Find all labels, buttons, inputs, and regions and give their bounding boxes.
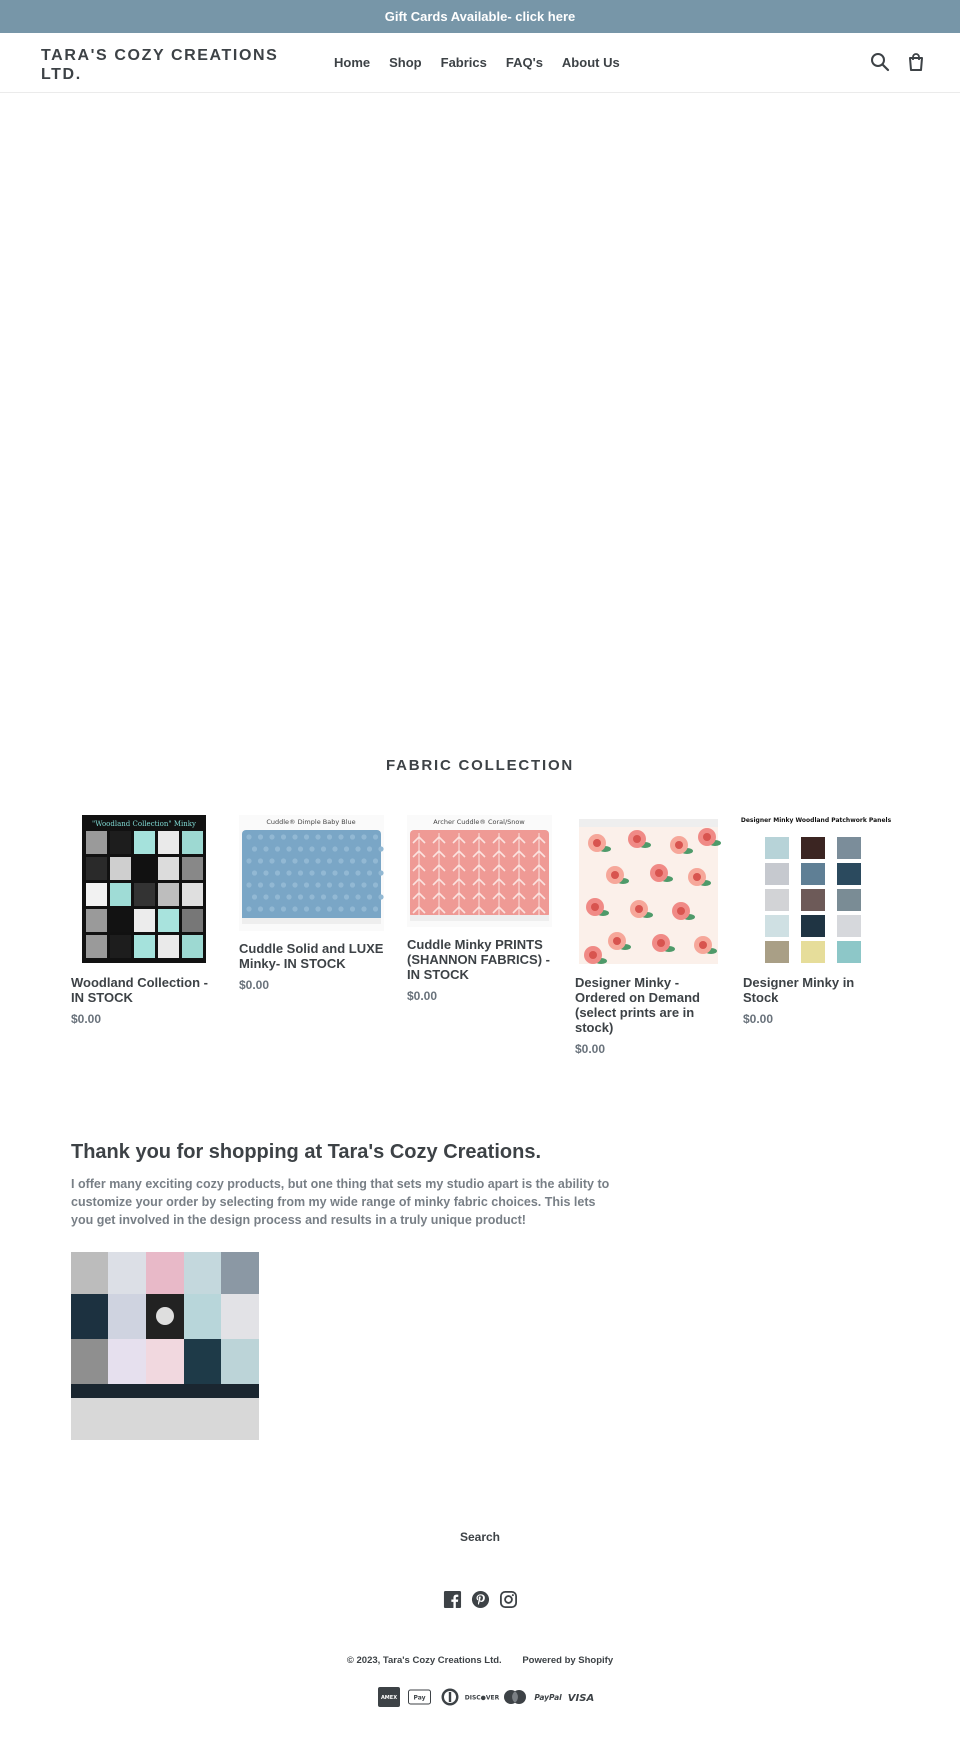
- dimple-dot: [298, 870, 303, 875]
- product-title[interactable]: Designer Minky - Ordered on Demand (select prints are in stock): [575, 975, 700, 1035]
- floral-center: [703, 833, 711, 841]
- dimple-dot: [350, 882, 355, 887]
- floral-center: [693, 873, 701, 881]
- dimple-dot: [292, 906, 297, 911]
- dimple-dot: [327, 882, 332, 887]
- dimple-dot: [338, 906, 343, 911]
- dimple-dot: [246, 858, 251, 863]
- product-card[interactable]: [740, 815, 892, 1026]
- floral-center: [635, 905, 643, 913]
- floral-center: [591, 903, 599, 911]
- visa-icon: [569, 1687, 593, 1707]
- patch-tile: [765, 863, 789, 885]
- dimple-dot: [361, 858, 366, 863]
- floral-center: [655, 869, 663, 877]
- product-price: $0.00: [71, 1012, 102, 1026]
- dimple-dot: [246, 882, 251, 887]
- dimple-dot: [275, 846, 280, 851]
- floral-center: [589, 951, 597, 959]
- dimple-dot: [355, 870, 360, 875]
- dimple-dot: [327, 834, 332, 839]
- product-grid: [71, 815, 891, 1065]
- woodland-tile: [134, 831, 155, 854]
- dimple-dot: [315, 834, 320, 839]
- woodland-tile: [86, 831, 107, 854]
- dimple-dot: [292, 834, 297, 839]
- floral-center: [699, 941, 707, 949]
- dimple-dot: [315, 906, 320, 911]
- dimple-image-heading: Cuddle® Dimple Baby Blue: [266, 818, 356, 826]
- svg-text:PayPal: PayPal: [534, 1693, 562, 1702]
- dimple-dot: [292, 882, 297, 887]
- payment-icons: [378, 1687, 593, 1707]
- dimple-dot: [355, 846, 360, 851]
- dimple-dot: [373, 906, 378, 911]
- woodland-tile: [182, 935, 203, 958]
- social-links: [443, 1590, 518, 1609]
- product-card[interactable]: [71, 815, 216, 1026]
- patch-tile: [801, 941, 825, 963]
- svg-text:DISC●VER: DISC●VER: [464, 1694, 500, 1702]
- woodland-tile: [110, 883, 131, 906]
- dimple-dot: [327, 906, 332, 911]
- woodland-tile: [134, 883, 155, 906]
- product-price: $0.00: [743, 1012, 774, 1026]
- dimple-dot: [304, 858, 309, 863]
- product-title[interactable]: Woodland Collection - IN STOCK: [71, 975, 208, 1005]
- product-image-designer-floral[interactable]: [575, 815, 720, 965]
- copyright-text[interactable]: © 2023, Tara's Cozy Creations Ltd.: [346, 1655, 502, 1666]
- floral-center: [613, 937, 621, 945]
- dimple-dot: [286, 894, 291, 899]
- patch-tile: [801, 837, 825, 859]
- product-image-cuddle-dimple[interactable]: [239, 815, 384, 931]
- instagram-icon[interactable]: [499, 1590, 518, 1609]
- pinterest-icon[interactable]: [471, 1590, 490, 1609]
- american-express-icon: [378, 1687, 400, 1707]
- nav-fabrics[interactable]: Fabrics: [440, 55, 487, 70]
- woodland-tile: [158, 883, 179, 906]
- woodland-tile: [182, 857, 203, 880]
- dimple-dot: [378, 870, 383, 875]
- dimple-dot: [281, 858, 286, 863]
- dimple-dot: [361, 834, 366, 839]
- patch-tile: [765, 837, 789, 859]
- dimple-dot: [304, 882, 309, 887]
- hero-banner: [0, 93, 960, 713]
- quilt-photo: [71, 1252, 259, 1440]
- woodland-tile: [182, 909, 203, 932]
- floral-center: [657, 939, 665, 947]
- patch-tile: [765, 889, 789, 911]
- woodland-tile: [134, 857, 155, 880]
- dimple-dot: [378, 894, 383, 899]
- about-heading: Thank you for shopping at Tara's Cozy Creations.: [71, 1141, 541, 1163]
- apple-pay-icon: [408, 1687, 431, 1707]
- product-card[interactable]: [239, 815, 384, 992]
- floral-center: [611, 871, 619, 879]
- dimple-dot: [263, 846, 268, 851]
- dimple-dot: [321, 870, 326, 875]
- dimple-dot: [246, 906, 251, 911]
- dimple-dot: [292, 858, 297, 863]
- product-title[interactable]: Designer Minky in Stock: [743, 975, 855, 1005]
- dimple-dot: [332, 846, 337, 851]
- dimple-dot: [350, 858, 355, 863]
- woodland-tile: [158, 857, 179, 880]
- floral-center: [633, 835, 641, 843]
- dimple-dot: [355, 894, 360, 899]
- dimple-dot: [269, 882, 274, 887]
- dimple-dot: [304, 906, 309, 911]
- dimple-dot: [338, 834, 343, 839]
- dimple-dot: [246, 834, 251, 839]
- dimple-dot: [361, 882, 366, 887]
- paypal-icon: [535, 1687, 561, 1707]
- dimple-dot: [373, 858, 378, 863]
- dimple-dot: [298, 894, 303, 899]
- dimple-dot: [281, 834, 286, 839]
- patch-tile: [837, 863, 861, 885]
- woodland-tile: [110, 909, 131, 932]
- dimple-dot: [344, 846, 349, 851]
- footer-copyright: [0, 1655, 960, 1666]
- woodland-tile: [134, 909, 155, 932]
- product-price: $0.00: [239, 978, 270, 992]
- product-image-patchwork[interactable]: [740, 815, 892, 965]
- powered-by-shopify[interactable]: Powered by Shopify: [522, 1655, 614, 1666]
- dimple-dot: [281, 906, 286, 911]
- master-icon: [503, 1687, 527, 1707]
- dimple-dot: [269, 906, 274, 911]
- product-image-woodland[interactable]: [71, 815, 216, 965]
- dimple-dot: [367, 870, 372, 875]
- cart-icon[interactable]: [905, 51, 927, 73]
- dimple-dot: [350, 906, 355, 911]
- woodland-tile: [86, 857, 107, 880]
- dimple-dot: [286, 846, 291, 851]
- nav-about-us[interactable]: About Us: [561, 55, 620, 70]
- svg-text:Pay: Pay: [413, 1694, 426, 1702]
- woodland-tile: [158, 935, 179, 958]
- collection-title: FABRIC COLLECTION: [385, 757, 575, 774]
- product-title[interactable]: Cuddle Minky PRINTS (SHANNON FABRICS) - IN STOCK: [407, 937, 550, 982]
- dimple-dot: [315, 882, 320, 887]
- dimple-dot: [373, 882, 378, 887]
- dimple-dot: [338, 882, 343, 887]
- dimple-dot: [367, 846, 372, 851]
- dimple-dot: [344, 894, 349, 899]
- floral-center: [675, 841, 683, 849]
- dimple-dot: [286, 870, 291, 875]
- dimple-dot: [373, 834, 378, 839]
- patch-tile: [765, 915, 789, 937]
- patch-tile: [837, 889, 861, 911]
- product-price: $0.00: [407, 989, 438, 1003]
- footer-search-link[interactable]: Search: [459, 1530, 501, 1544]
- dimple-dot: [321, 894, 326, 899]
- woodland-tile: [110, 831, 131, 854]
- announcement-bar[interactable]: [0, 0, 960, 33]
- facebook-icon[interactable]: [443, 1590, 462, 1609]
- dimple-dot: [258, 834, 263, 839]
- dimple-dot: [309, 894, 314, 899]
- product-card[interactable]: [407, 815, 552, 1003]
- dimple-dot: [338, 858, 343, 863]
- dimple-dot: [263, 894, 268, 899]
- nav-home[interactable]: Home: [334, 55, 371, 70]
- woodland-tile: [182, 883, 203, 906]
- patch-tile: [801, 889, 825, 911]
- patch-tile: [801, 863, 825, 885]
- dimple-dot: [252, 870, 257, 875]
- dimple-dot: [263, 870, 268, 875]
- site-header: [0, 33, 960, 93]
- dimple-dot: [315, 858, 320, 863]
- product-card[interactable]: [575, 815, 720, 1056]
- dimple-dot: [252, 894, 257, 899]
- dimple-dot: [304, 834, 309, 839]
- search-icon[interactable]: [869, 51, 891, 73]
- dimple-dot: [275, 870, 280, 875]
- dimple-dot: [327, 858, 332, 863]
- dimple-dot: [332, 870, 337, 875]
- dimple-dot: [269, 834, 274, 839]
- dimple-dot: [321, 846, 326, 851]
- patch-tile: [837, 941, 861, 963]
- svg-text:AMEX: AMEX: [380, 1695, 398, 1701]
- dimple-dot: [252, 846, 257, 851]
- patch-tile: [837, 915, 861, 937]
- woodland-tile: [134, 935, 155, 958]
- dimple-dot: [309, 846, 314, 851]
- patch-tile: [837, 837, 861, 859]
- dimple-dot: [344, 870, 349, 875]
- dimple-dot: [367, 894, 372, 899]
- woodland-tile: [86, 935, 107, 958]
- dimple-dot: [350, 834, 355, 839]
- dimple-dot: [309, 870, 314, 875]
- woodland-tile: [86, 883, 107, 906]
- woodland-tile: [182, 831, 203, 854]
- dimple-dot: [332, 894, 337, 899]
- product-price: $0.00: [575, 1042, 606, 1056]
- dimple-dot: [258, 882, 263, 887]
- site-logo[interactable]: TARA'S COZY CREATIONS LTD.: [41, 47, 279, 83]
- discover-icon: [464, 1687, 500, 1707]
- floral-center: [677, 907, 685, 915]
- svg-text:VISA: VISA: [567, 1693, 595, 1704]
- nav-faqs[interactable]: FAQ's: [505, 55, 543, 70]
- patchwork-image-heading: Designer Minky Woodland Patchwork Panels: [740, 817, 892, 824]
- woodland-tile: [86, 909, 107, 932]
- dimple-dot: [298, 846, 303, 851]
- dimple-dot: [258, 906, 263, 911]
- dimple-dot: [378, 846, 383, 851]
- woodland-tile: [110, 935, 131, 958]
- product-title[interactable]: Cuddle Solid and LUXE Minky- IN STOCK: [239, 941, 384, 971]
- woodland-image-heading: "Woodland Collection" Minky: [92, 820, 196, 828]
- diners-club-icon: [439, 1687, 461, 1707]
- woodland-tile: [110, 857, 131, 880]
- woodland-tile: [158, 909, 179, 932]
- dimple-dot: [361, 906, 366, 911]
- floral-center: [593, 839, 601, 847]
- dimple-dot: [258, 858, 263, 863]
- patch-tile: [765, 941, 789, 963]
- about-text: I offer many exciting cozy products, but one thing that sets my studio apart is the ability to customize your order by selecting from my wide range of minky fabric choices. This lets you get involved in the design process and results in a truly unique product!: [71, 1177, 610, 1227]
- dimple-dot: [275, 894, 280, 899]
- nav-shop[interactable]: Shop: [389, 55, 422, 70]
- patch-tile: [801, 915, 825, 937]
- product-image-archer-coral[interactable]: [407, 815, 552, 927]
- main-nav: [334, 55, 620, 70]
- announcement-text[interactable]: Gift Cards Available- click here: [384, 9, 576, 24]
- archer-image-heading: Archer Cuddle® Coral/Snow: [433, 818, 525, 826]
- dimple-dot: [281, 882, 286, 887]
- dimple-dot: [269, 858, 274, 863]
- woodland-tile: [158, 831, 179, 854]
